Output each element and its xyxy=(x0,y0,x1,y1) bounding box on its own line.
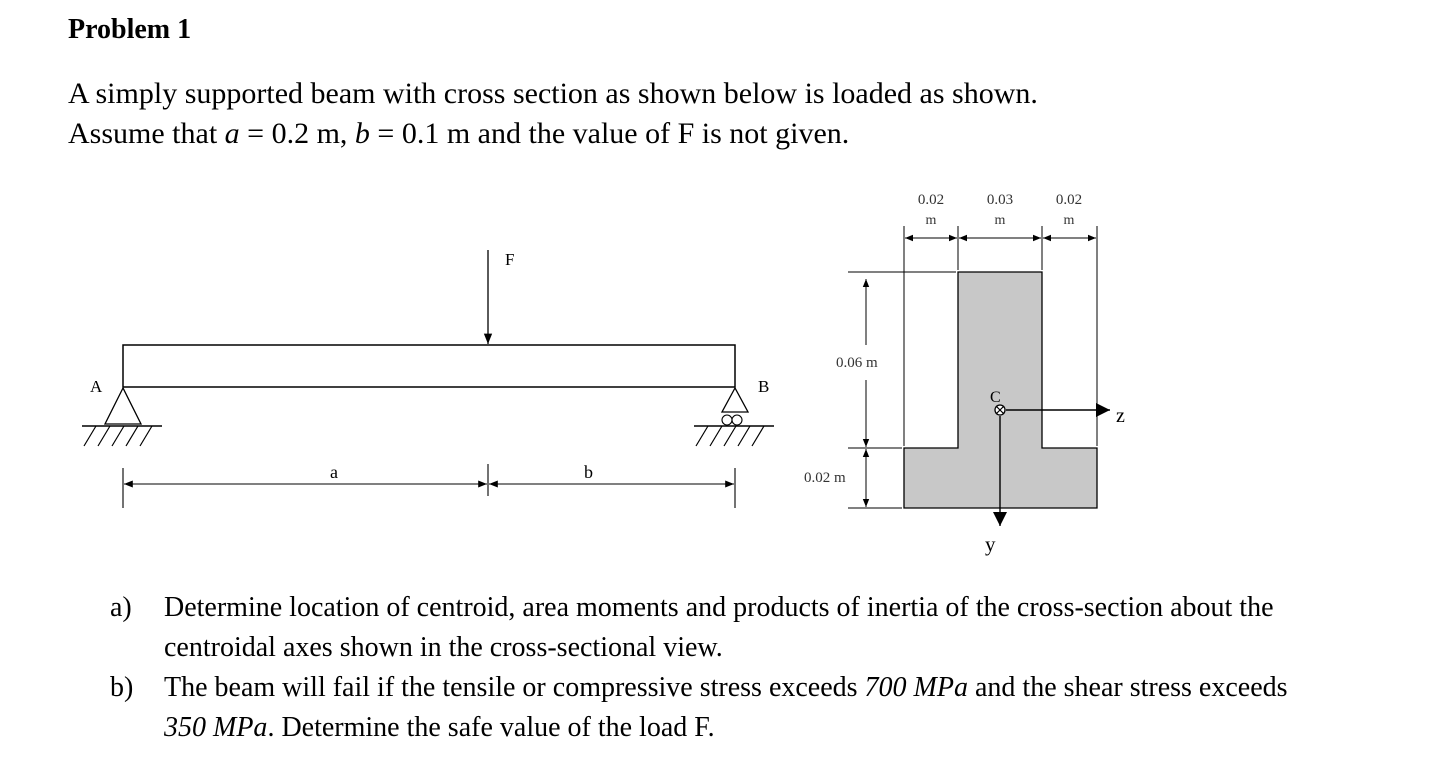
tensile-limit: 700 MPa xyxy=(864,672,968,703)
top-dim-2-value: 0.03 xyxy=(986,192,1014,208)
y-axis-label: y xyxy=(985,532,996,556)
var-a: a xyxy=(224,117,240,150)
cross-section xyxy=(804,192,1125,556)
dim-b-label: b xyxy=(584,462,593,482)
top-dim-1-value: 0.02 xyxy=(917,192,945,208)
question-b-text-3: . Determine the safe value of the load F. xyxy=(267,712,715,743)
z-axis-label: z xyxy=(1116,405,1125,427)
problem-title: Problem 1 xyxy=(68,14,192,45)
intro-line-1: A simply supported beam with cross section as shown below is loaded as shown. xyxy=(68,77,1038,110)
top-dim-2-unit: m xyxy=(994,213,1006,228)
intro-text-3: = 0.1 m and the value of F is not given. xyxy=(369,117,850,150)
flange-dim-label: 0.02 m xyxy=(804,470,846,486)
pin-support-a xyxy=(82,388,162,446)
question-b-text-1: The beam will fail if the tensile or compressive stress exceeds xyxy=(164,672,865,703)
question-a-label: a) xyxy=(110,592,132,623)
roller-support-b xyxy=(694,388,774,446)
question-b-label: b) xyxy=(110,672,134,703)
top-dim-3-value: 0.02 xyxy=(1055,192,1083,208)
top-dim-1-unit: m xyxy=(925,213,937,228)
question-a-text: Determine location of centroid, area moments and products of inertia of the cross-section about the centroidal axes shown in the cross-sectional view. xyxy=(164,592,1274,663)
beam-dimensions xyxy=(123,464,735,508)
question-a xyxy=(110,588,1314,668)
questions-list xyxy=(110,588,1314,748)
question-b xyxy=(110,668,1314,748)
intro-text-2: = 0.2 m, xyxy=(239,117,355,150)
beam-diagram xyxy=(82,250,774,508)
support-a-label: A xyxy=(90,377,103,396)
top-dim-3-unit: m xyxy=(1063,213,1075,228)
height-dim-label: 0.06 m xyxy=(836,355,878,371)
question-b-text xyxy=(164,668,1314,748)
centroid-marker xyxy=(995,405,1005,415)
centroid-label: C xyxy=(990,389,1001,406)
question-b-text-2: and the shear stress exceeds xyxy=(967,672,1288,703)
beam xyxy=(123,345,735,387)
dim-a-label: a xyxy=(330,462,338,482)
var-b: b xyxy=(354,117,370,150)
shear-limit: 350 MPa xyxy=(164,712,268,743)
intro-text-1: Assume that xyxy=(68,117,225,150)
support-b-label: B xyxy=(758,377,770,396)
load-label: F xyxy=(505,250,515,269)
